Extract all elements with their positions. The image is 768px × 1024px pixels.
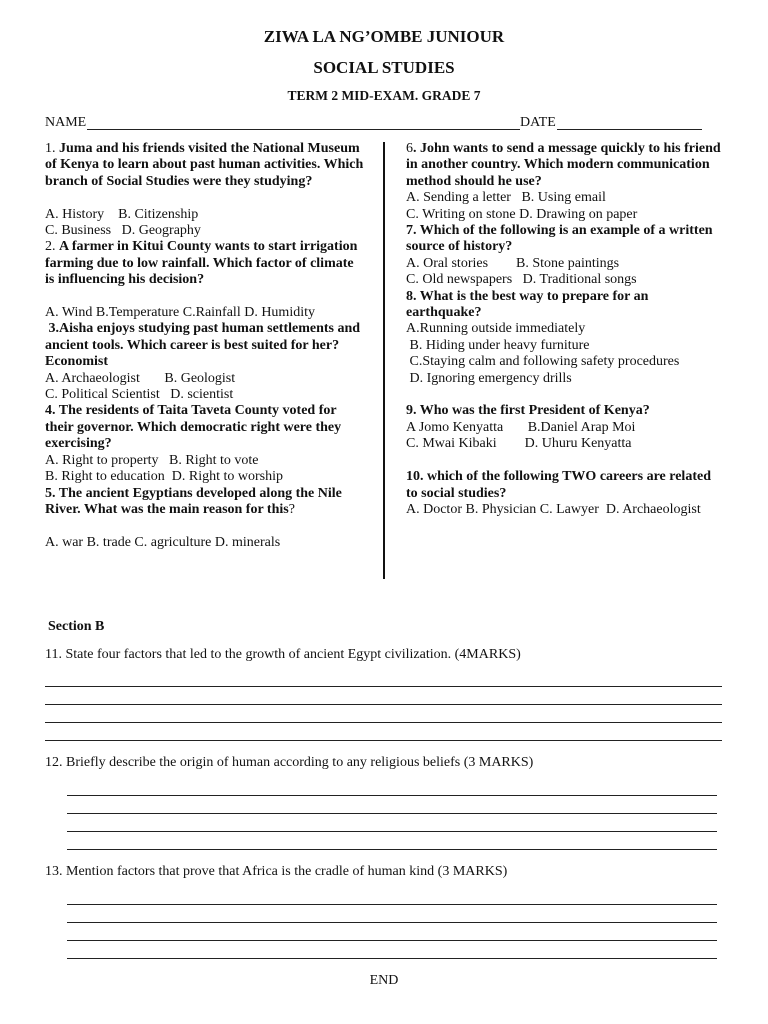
q1-options-2: C. Business D. Geography <box>45 223 201 239</box>
q1-line-2: of Kenya to learn about past human activities. Which <box>45 157 364 173</box>
q10-line-2: to social studies? <box>406 485 507 501</box>
q9-options-2: C. Mwai Kibaki D. Uhuru Kenyatta <box>406 436 632 452</box>
q5-line-2: River. What was the main reason for this? <box>45 501 295 517</box>
q12-answer-line-4[interactable] <box>67 849 717 850</box>
q12-text: 12. Briefly describe the origin of human according to any religious beliefs (3 MARKS) <box>45 755 534 770</box>
q1-options-1: A. History B. Citizenship <box>45 206 199 222</box>
q4-line-1: 4. The residents of Taita Taveta County voted for <box>45 403 337 419</box>
q11-text: 11. State four factors that led to the growth of ancient Egypt civilization. (4MARKS) <box>45 647 521 662</box>
q7-options-2: C. Old newspapers D. Traditional songs <box>406 272 637 288</box>
q11-answer-line-4[interactable] <box>45 740 722 741</box>
q13-answer-line-3[interactable] <box>67 940 717 941</box>
q13-answer-line-2[interactable] <box>67 922 717 923</box>
q10-options-1: A. Doctor B. Physician C. Lawyer D. Archaeologist <box>406 501 701 517</box>
q6-options-1: A. Sending a letter B. Using email <box>406 190 606 206</box>
q5-options-1: A. war B. trade C. agriculture D. minerals <box>45 534 281 550</box>
date-field[interactable] <box>557 129 702 130</box>
subject-title: SOCIAL STUDIES <box>313 58 455 77</box>
q6-line-3: method should he use? <box>406 173 542 189</box>
q2-line-1: 2. A farmer in Kitui County wants to start irrigation <box>45 239 358 255</box>
q11-answer-line-2[interactable] <box>45 704 722 705</box>
end-marker: END <box>369 973 399 988</box>
school-name: ZIWA LA NG’OMBE JUNIOUR <box>263 27 505 46</box>
q8-options-2: B. Hiding under heavy furniture <box>406 337 590 353</box>
q8-options-3: C.Staying calm and following safety procedures <box>406 354 680 370</box>
date-label: DATE <box>520 115 556 130</box>
column-divider <box>383 142 385 579</box>
q3-line-3: Economist <box>45 354 108 370</box>
q7-line-1: 7. Which of the following is an example of a written <box>406 223 713 239</box>
q13-answer-line-1[interactable] <box>67 904 717 905</box>
q8-line-2: earthquake? <box>406 305 482 321</box>
section-a-right-column <box>406 141 726 518</box>
q9-options-1: A Jomo Kenyatta B.Daniel Arap Moi <box>406 419 636 435</box>
q10-line-1: 10. which of the following TWO careers are related <box>406 469 711 485</box>
q8-line-1: 8. What is the best way to prepare for an <box>406 288 649 304</box>
q8-options-4: D. Ignoring emergency drills <box>406 370 572 386</box>
q1-line-3: branch of Social Studies were they studying? <box>45 173 313 189</box>
q8-options-1: A.Running outside immediately <box>406 321 586 337</box>
q4-options-2: B. Right to education D. Right to worship <box>45 469 283 485</box>
section-b-title: Section B <box>48 619 105 634</box>
q2-options-1: A. Wind B.Temperature C.Rainfall D. Humidity <box>45 305 315 321</box>
q4-line-3: exercising? <box>45 436 112 452</box>
q12-answer-line-3[interactable] <box>67 831 717 832</box>
exam-title: TERM 2 MID-EXAM. GRADE 7 <box>287 88 481 103</box>
q6-options-2: C. Writing on stone D. Drawing on paper <box>406 206 638 222</box>
q12-answer-line-1[interactable] <box>67 795 717 796</box>
q12-answer-line-2[interactable] <box>67 813 717 814</box>
q1-line-1: 1. Juma and his friends visited the National Museum <box>45 141 360 156</box>
q3-line-2: ancient tools. Which career is best suited for her? <box>45 337 340 353</box>
q7-line-2: source of history? <box>406 239 513 255</box>
q3-options-2: C. Political Scientist D. scientist <box>45 387 234 403</box>
q6-line-1: 6. John wants to send a message quickly to his friend <box>406 141 721 156</box>
q3-options-1: A. Archaeologist B. Geologist <box>45 370 236 386</box>
q7-options-1: A. Oral stories B. Stone paintings <box>406 255 620 271</box>
q2-line-3: is influencing his decision? <box>45 272 205 288</box>
q11-answer-line-1[interactable] <box>45 686 722 687</box>
q4-options-1: A. Right to property B. Right to vote <box>45 452 259 468</box>
q4-line-2: their governor. Which democratic right were they <box>45 419 342 435</box>
q13-text: 13. Mention factors that prove that Africa is the cradle of human kind (3 MARKS) <box>45 864 508 879</box>
q3-line-1: 3.Aisha enjoys studying past human settlements and <box>45 321 361 337</box>
section-a-left-column <box>45 141 375 551</box>
q2-line-2: farming due to low rainfall. Which factor of climate <box>45 255 354 271</box>
name-field[interactable] <box>87 129 520 130</box>
q5-line-1: 5. The ancient Egyptians developed along the Nile <box>45 485 342 501</box>
name-label: NAME <box>45 115 87 130</box>
q11-answer-line-3[interactable] <box>45 722 722 723</box>
q6-line-2: in another country. Which modern communication <box>406 157 710 173</box>
q13-answer-line-4[interactable] <box>67 958 717 959</box>
q9-line-1: 9. Who was the first President of Kenya? <box>406 403 650 419</box>
